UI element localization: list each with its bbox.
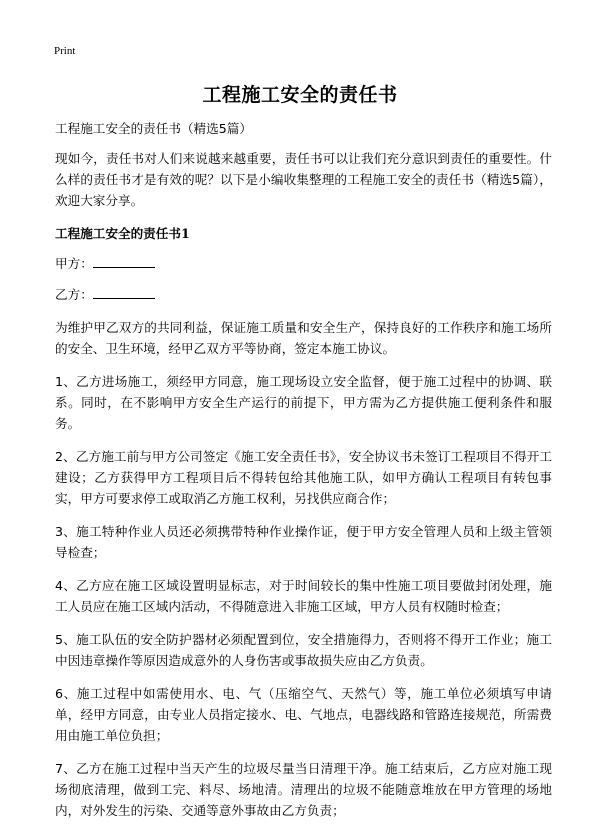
clause-paragraph: 为维护甲乙双方的共同利益，保证施工质量和安全生产，保持良好的工作秩序和施工场所的安全、卫生环境，经甲乙双方平等协商，签定本施工协议。 bbox=[55, 320, 552, 356]
party-b-label: 乙方： bbox=[55, 287, 93, 302]
party-a-blank bbox=[93, 253, 155, 268]
clause-paragraph: 2、乙方施工前与甲方公司签定《施工安全责任书》，安全协议书未签订工程项目不得开工建设；乙方获得甲方工程项目后不得转包给其他施工队，如甲方确认工程项目有转包事实，甲方可要求停工或取消乙方施工权利，另找供应商合作； bbox=[55, 449, 552, 506]
document-body bbox=[55, 118, 552, 833]
clause-paragraph: 7、乙方在施工过程中当天产生的垃圾尽量当日清理干净。施工结束后，乙方应对施工现场彻底清理，做到工完、料尽、场地清。清理出的垃圾不能随意堆放在甲方管理的场地内，对外发生的污染、交通等意外事故由乙方负责； bbox=[55, 761, 552, 818]
party-b-blank bbox=[93, 284, 155, 299]
party-b-line bbox=[55, 284, 552, 305]
clause-paragraph: 4、乙方应在施工区域设置明显标志，对于时间较长的集中性施工项目要做封闭处理，施工人员应在施工区域内活动，不得随意进入非施工区域，甲方人员有权随时检查； bbox=[55, 578, 552, 614]
section-heading: 工程施工安全的责任书1 bbox=[55, 226, 190, 241]
clause-paragraph: 5、施工队伍的安全防护器材必须配置到位，安全措施得力，否则将不得开工作业；施工中因违章操作等原因造成意外的人身伤害或事故损失应由乙方负责。 bbox=[55, 632, 552, 668]
party-a-label: 甲方： bbox=[55, 256, 93, 271]
document-subtitle: 工程施工安全的责任书（精选5篇） bbox=[55, 121, 252, 136]
clause-paragraph: 3、施工特种作业人员还必须携带特种作业操作证，便于甲方安全管理人员和上级主管领导检查； bbox=[55, 524, 552, 560]
print-link[interactable]: Print bbox=[54, 45, 76, 57]
clause-paragraph: 1、乙方进场施工，须经甲方同意，施工现场设立安全监督，便于施工过程中的协调、联系。同时，在不影响甲方安全生产运行的前提下，甲方需为乙方提供施工便利条件和服务。 bbox=[55, 374, 552, 431]
party-a-line bbox=[55, 253, 552, 274]
page-title: 工程施工安全的责任书 bbox=[202, 84, 398, 106]
clause-paragraph: 6、施工过程中如需使用水、电、气（压缩空气、天然气）等，施工单位必须填写申请单，经甲方同意，由专业人员指定接水、电、气地点，电器线路和管路连接规范，所需费用由施工单位负担； bbox=[55, 686, 552, 743]
intro-paragraph: 现如今，责任书对人们来说越来越重要，责任书可以让我们充分意识到责任的重要性。什么样的责任书才是有效的呢？以下是小编收集整理的工程施工安全的责任书（精选5篇），欢迎大家分享。 bbox=[55, 151, 552, 208]
